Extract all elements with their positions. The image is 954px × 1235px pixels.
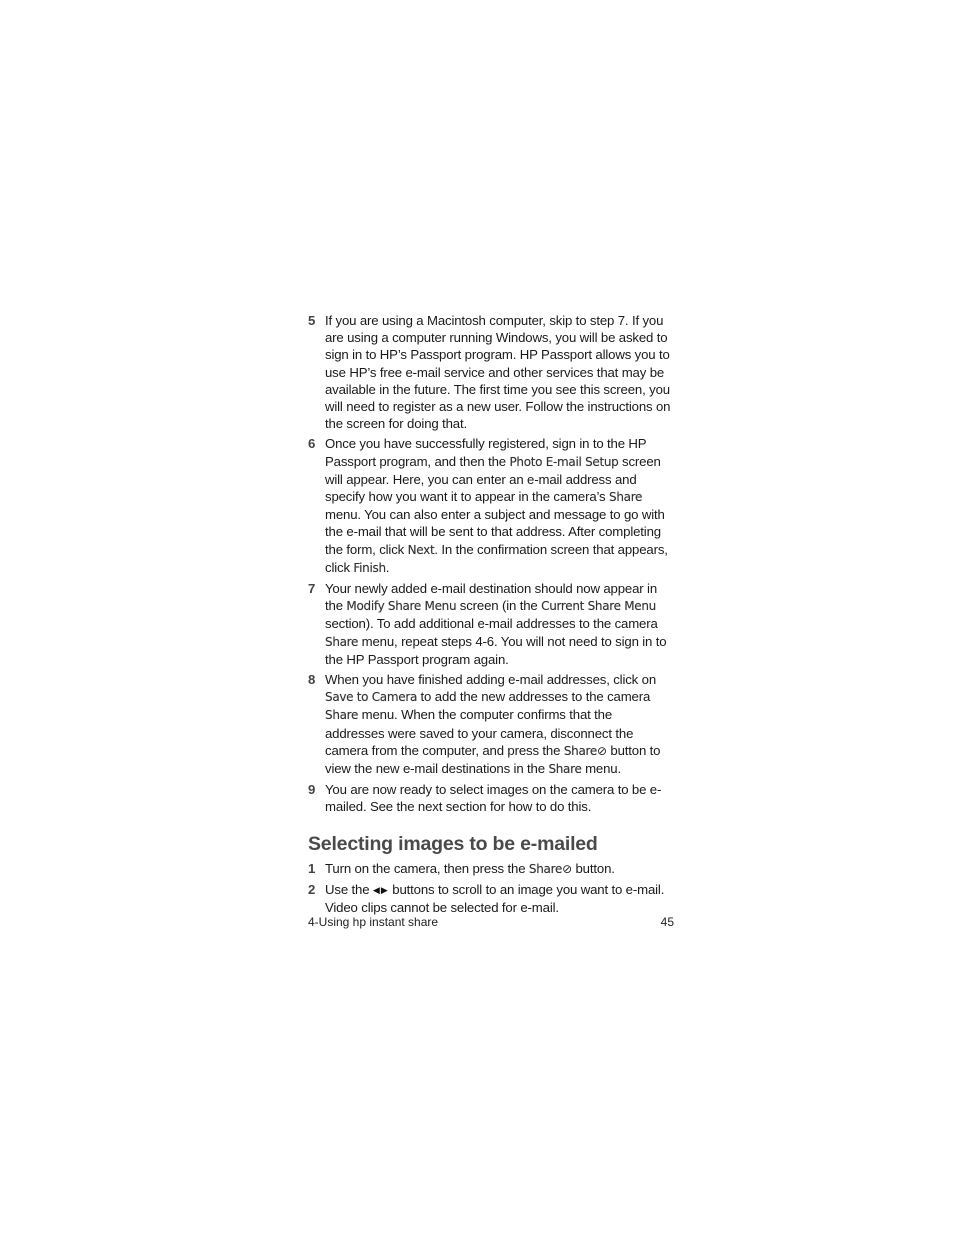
text-run: Your newly added e-mail destination should now appear in the — [325, 581, 658, 614]
instruction-list — [308, 312, 672, 816]
step-item — [308, 881, 672, 916]
text-run: . — [385, 559, 390, 575]
ui-label: Finish — [353, 560, 386, 575]
text-run: . In the confirmation screen that appears, click — [325, 541, 668, 575]
step-text — [325, 882, 664, 915]
text-run: Once you have successfully registered, sign in to the HP Passport program, and then the — [325, 436, 647, 469]
ui-label: Share — [563, 743, 597, 758]
step-text — [325, 313, 670, 431]
footer-chapter: 4-Using hp instant share — [308, 915, 439, 929]
step-number: 7 — [308, 581, 316, 597]
text-run: screen (in the — [456, 598, 542, 614]
step-text — [325, 782, 661, 814]
text-run: screen will appear. Here, you can enter an e-mail address and specify how you want it to appear in the camera’s — [325, 453, 661, 505]
step-item — [308, 435, 672, 577]
ui-label: Share — [609, 490, 643, 505]
text-run: Turn on the camera, then press the — [325, 860, 529, 876]
step-item — [308, 580, 672, 668]
text-run: button to view the new e-mail destinations in the — [325, 742, 661, 777]
left-right-arrows-icon: ◀▶ — [372, 884, 389, 895]
instruction-list-selecting — [308, 860, 672, 917]
text-run: menu, repeat steps 4-6. You will not need to sign in to the HP Passport program again. — [325, 633, 667, 667]
ui-label: Share — [325, 708, 359, 723]
step-number: 8 — [308, 672, 316, 688]
text-run: menu. You can also enter a subject and message to go with the e-mail that will be sent to that address. After completing the form, click — [325, 507, 665, 557]
share-icon: ⊘ — [596, 743, 607, 758]
ui-label: Modify Share Menu — [346, 599, 457, 614]
page-number: 45 — [660, 915, 674, 929]
text-run: You are now ready to select images on the camera to be e-mailed. See the next section for how to do this. — [325, 782, 662, 815]
ui-label: Share — [528, 861, 563, 876]
step-text — [325, 672, 660, 776]
step-number: 5 — [308, 313, 316, 328]
step-number: 1 — [308, 860, 316, 876]
text-run: buttons to scroll to an image you want to e-mail. Video clips cannot be selected for e-mail. — [325, 881, 665, 916]
ui-label: Current Share Menu — [541, 599, 656, 614]
step-item — [308, 860, 672, 878]
ui-label: Save to Camera — [325, 690, 418, 705]
step-number: 6 — [308, 436, 316, 452]
ui-label: Share — [548, 762, 582, 777]
ui-label: Next — [407, 542, 435, 557]
step-text — [325, 861, 615, 876]
text-run: section). To add additional e-mail addresses to the camera — [325, 616, 658, 632]
step-number: 2 — [308, 881, 316, 897]
share-icon: ⊘ — [562, 861, 572, 876]
ui-label: Share — [325, 634, 359, 649]
step-item — [308, 671, 672, 778]
text-run: Use the — [325, 881, 373, 897]
step-text — [325, 581, 666, 667]
text-run: If you are using a Macintosh computer, skip to step 7. If you are using a computer running Windows, you will be asked to sign in to HP’s Passport program. HP Passport allows you to use HP’s free e-mail service and other services that may be available in the future. The first time you see this screen, you will need to register as a new user. Follow the instructions on the screen for doing that. — [325, 313, 671, 432]
text-run: button. — [571, 860, 615, 876]
section-heading: Selecting images to be e-mailed — [308, 832, 598, 855]
step-item — [308, 781, 672, 815]
step-text — [325, 436, 668, 574]
text-run: menu. When the computer confirms that the addresses were saved to your camera, disconnect the camera from the computer, and press the — [325, 707, 634, 758]
step-number: 9 — [308, 782, 316, 798]
page-content — [308, 312, 672, 919]
text-run: to add the new addresses to the camera — [417, 689, 651, 705]
ui-label: Photo E-mail Setup — [509, 454, 619, 469]
text-run: menu. — [581, 761, 621, 777]
step-item — [308, 312, 672, 432]
text-run: When you have finished adding e-mail addresses, click on — [325, 672, 656, 688]
